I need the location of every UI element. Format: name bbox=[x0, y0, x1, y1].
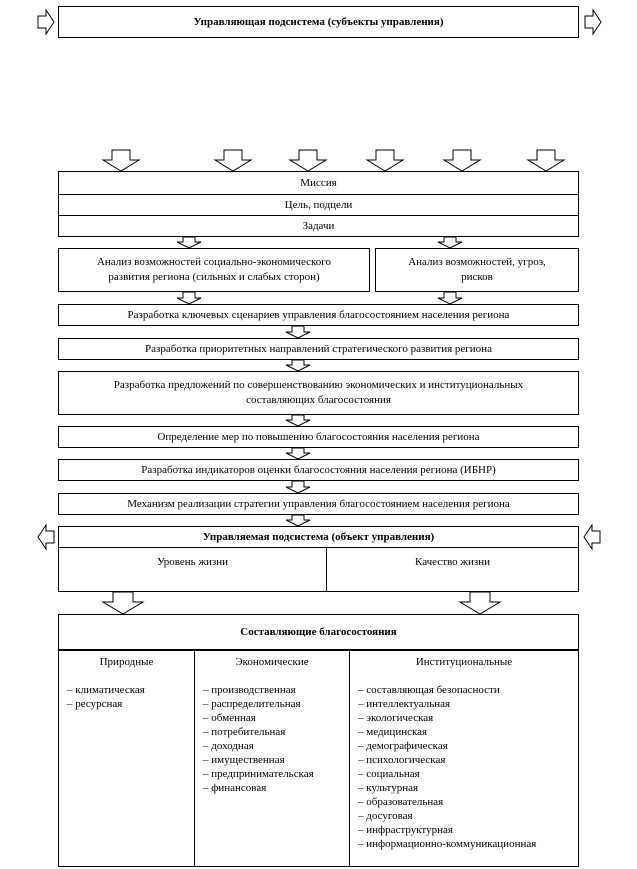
list-item: – климатическая bbox=[67, 684, 145, 696]
step-box-mechanism bbox=[58, 493, 579, 515]
list-item: – инфраструктурная bbox=[358, 824, 453, 836]
down-arrow-icon bbox=[177, 292, 201, 304]
down-arrow-icon bbox=[103, 592, 143, 614]
list-item: – производственная bbox=[203, 684, 296, 696]
list-item: – досуговая bbox=[358, 810, 413, 822]
analysis-strengths-box bbox=[58, 248, 370, 292]
down-arrow-icon bbox=[286, 515, 310, 526]
down-arrow-icon bbox=[286, 481, 310, 493]
managed-subsystem-title: Управляемая подсистема (объект управления) bbox=[202, 530, 435, 543]
list-item: – распределительная bbox=[203, 698, 301, 710]
down-arrow-icon bbox=[177, 237, 201, 248]
managed-subsystem-box bbox=[58, 526, 579, 548]
right-arrow-icon bbox=[38, 10, 54, 34]
down-arrow-icon bbox=[528, 150, 564, 171]
list-item: – демографическая bbox=[358, 740, 448, 752]
tasks-box bbox=[58, 215, 579, 237]
down-arrow-icon bbox=[286, 448, 310, 459]
list-item: – обменная bbox=[203, 712, 256, 724]
list-item: – информационно-коммуникационная bbox=[358, 838, 537, 850]
living-standard-label: Уровень жизни bbox=[156, 556, 229, 568]
down-arrow-icon bbox=[286, 415, 310, 426]
down-arrow-icon bbox=[290, 150, 326, 171]
right-arrow-icon bbox=[585, 10, 601, 34]
list-item: – предпринимательская bbox=[203, 768, 314, 780]
institutional-list bbox=[358, 683, 578, 851]
welfare-components-title: Составляющие благосостояния bbox=[240, 625, 397, 638]
down-arrow-icon bbox=[438, 292, 462, 304]
list-item: – психологическая bbox=[358, 754, 446, 766]
down-arrow-icon bbox=[286, 360, 310, 371]
list-item: – культурная bbox=[358, 782, 419, 794]
step-label: Разработка индикаторов оценки благосостояния населения региона (ИБНР) bbox=[141, 463, 496, 476]
mission-box bbox=[58, 171, 579, 195]
step-box-proposals bbox=[58, 371, 579, 415]
step-label: Разработка приоритетных направлений стратегического развития региона bbox=[145, 342, 492, 355]
managing-subsystem-box bbox=[58, 6, 579, 38]
list-item: – образовательная bbox=[358, 796, 444, 808]
step-box-indicators bbox=[58, 459, 579, 481]
step-box-priorities bbox=[58, 338, 579, 360]
list-item: – социальная bbox=[358, 768, 420, 780]
list-item: – ресурсная bbox=[67, 698, 123, 710]
tasks-label: Задачи bbox=[302, 219, 335, 232]
step-label: Разработка предложений по совершенствованию экономических и институциональных составляющих благосостояния bbox=[113, 379, 524, 406]
living-standard-box bbox=[58, 547, 327, 592]
list-item: – интеллектуальная bbox=[358, 698, 451, 710]
list-item: – составляющая безопасности bbox=[358, 684, 500, 696]
life-quality-box bbox=[326, 547, 579, 592]
analysis-threats-box bbox=[375, 248, 579, 292]
down-arrow-icon bbox=[215, 150, 251, 171]
step-label: Механизм реализации стратегии управления благосостоянием населения региона bbox=[127, 497, 510, 510]
institutional-column-title: Институциональные bbox=[415, 656, 513, 668]
down-arrow-icon bbox=[438, 237, 462, 248]
step-box-scenarios bbox=[58, 304, 579, 326]
economic-column-title: Экономические bbox=[235, 656, 309, 668]
life-quality-label: Качество жизни bbox=[415, 556, 490, 568]
natural-column-title: Природные bbox=[99, 656, 154, 668]
left-arrow-icon bbox=[38, 525, 54, 549]
down-arrow-icon bbox=[286, 326, 310, 338]
goals-label: Цель, подцели bbox=[284, 198, 353, 211]
list-item: – потребительная bbox=[203, 726, 286, 738]
down-arrow-icon bbox=[444, 150, 480, 171]
managing-subsystem-title: Управляющая подсистема (субъекты управления) bbox=[193, 15, 444, 28]
down-arrow-icon bbox=[367, 150, 403, 171]
goals-box bbox=[58, 194, 579, 216]
step-box-measures bbox=[58, 426, 579, 448]
list-item: – экологическая bbox=[358, 712, 434, 724]
analysis-threats-label: Анализ возможностей, угроз, рисков bbox=[408, 256, 546, 283]
left-arrow-icon bbox=[584, 525, 600, 549]
list-item: – имущественная bbox=[203, 754, 285, 766]
list-item: – медицинская bbox=[358, 726, 428, 738]
economic-column bbox=[194, 650, 350, 867]
step-label: Разработка ключевых сценариев управления благосостоянием населения региона bbox=[127, 308, 510, 321]
list-item: – финансовая bbox=[203, 782, 267, 794]
down-arrow-icon bbox=[103, 150, 139, 171]
economic-list bbox=[203, 683, 349, 795]
mission-label: Миссия bbox=[300, 176, 337, 189]
down-arrow-icon bbox=[460, 592, 500, 614]
natural-column bbox=[58, 650, 195, 867]
institutional-column bbox=[349, 650, 579, 867]
analysis-strengths-label: Анализ возможностей социально-экономического развития региона (сильных и слабых сторон) bbox=[96, 256, 332, 283]
natural-list bbox=[67, 683, 194, 711]
list-item: – доходная bbox=[203, 740, 254, 752]
step-label: Определение мер по повышению благосостояния населения региона bbox=[157, 430, 480, 443]
welfare-components-box bbox=[58, 614, 579, 650]
